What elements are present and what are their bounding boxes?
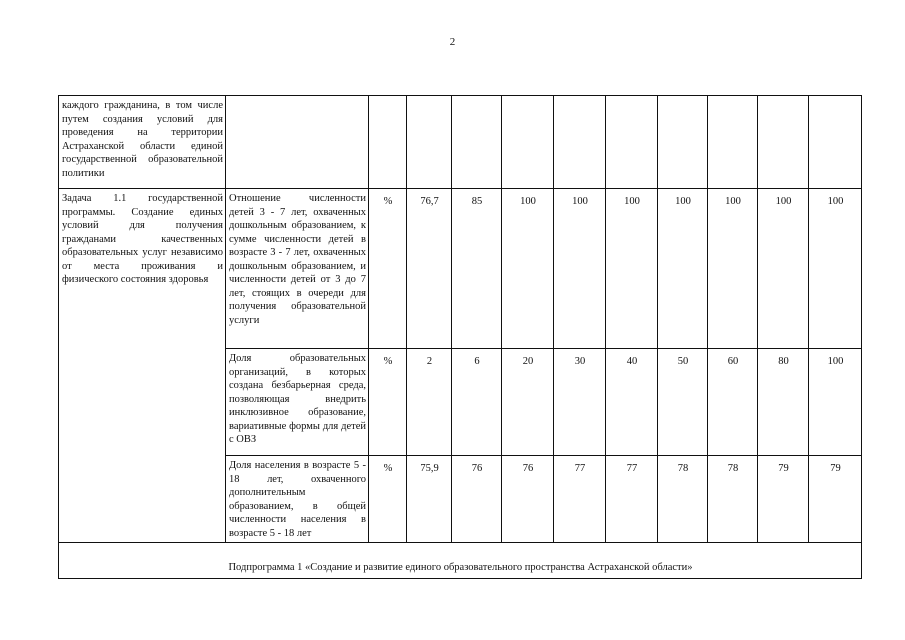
value-cell xyxy=(658,96,708,189)
value-cell: 78 xyxy=(708,456,758,543)
table-row xyxy=(59,543,862,579)
value-cell: 79 xyxy=(758,456,809,543)
table-row xyxy=(59,96,862,189)
value-cell: 100 xyxy=(809,189,862,349)
indicator-cell: Доля населения в возрасте 5 - 18 лет, охваченного дополнительным образованием, в общей численности населения в возрасте 5 - 18 лет xyxy=(226,456,369,543)
table-row xyxy=(59,189,862,349)
value-cell: 76,7 xyxy=(407,189,452,349)
subprogram-heading: Подпрограмма 1 «Создание и развитие единого образовательного пространства Астраханской области» xyxy=(59,543,862,579)
value-cell: 76 xyxy=(502,456,554,543)
value-cell: 80 xyxy=(758,349,809,456)
value-cell: 40 xyxy=(606,349,658,456)
value-cell: 76 xyxy=(452,456,502,543)
value-cell xyxy=(554,96,606,189)
value-cell xyxy=(502,96,554,189)
value-cell: 50 xyxy=(658,349,708,456)
value-cell xyxy=(708,96,758,189)
value-cell: 100 xyxy=(809,349,862,456)
unit-cell: % xyxy=(369,456,407,543)
value-cell: 20 xyxy=(502,349,554,456)
value-cell: 2 xyxy=(407,349,452,456)
indicator-cell: Отношение численности детей 3 - 7 лет, охваченных дошкольным образованием, к сумме численности детей в возрасте 3 - 7 лет, охваченных дошкольным образованием, и численности детей от 3 до 7 лет, стоящих в очереди для получения образовательной услуги xyxy=(226,189,369,349)
value-cell: 85 xyxy=(452,189,502,349)
value-cell xyxy=(606,96,658,189)
page-number: 2 xyxy=(449,36,456,48)
value-cell: 30 xyxy=(554,349,606,456)
value-cell xyxy=(809,96,862,189)
unit-cell: % xyxy=(369,189,407,349)
unit-cell: % xyxy=(369,349,407,456)
goal-cell: каждого гражданина, в том числе путем создания условий для проведения на территории Астраханской области единой государственной образовательной политики xyxy=(59,96,226,189)
indicator-cell: Доля образовательных организаций, в которых создана безбарьерная среда, позволяющая внедрить инклюзивное образование, вариативные формы для детей с ОВЗ xyxy=(226,349,369,456)
value-cell: 100 xyxy=(606,189,658,349)
goal-cell: Задача 1.1 государственной программы. Создание единых условий для получения гражданами качественных образовательных услуг независимо от места проживания и физического состояния здоровья xyxy=(59,189,226,543)
value-cell: 77 xyxy=(554,456,606,543)
value-cell: 60 xyxy=(708,349,758,456)
value-cell: 100 xyxy=(708,189,758,349)
value-cell xyxy=(452,96,502,189)
indicators-table xyxy=(58,95,862,579)
value-cell xyxy=(758,96,809,189)
value-cell: 75,9 xyxy=(407,456,452,543)
unit-cell xyxy=(369,96,407,189)
indicator-cell xyxy=(226,96,369,189)
value-cell: 100 xyxy=(758,189,809,349)
value-cell xyxy=(407,96,452,189)
value-cell: 100 xyxy=(658,189,708,349)
value-cell: 100 xyxy=(502,189,554,349)
value-cell: 79 xyxy=(809,456,862,543)
value-cell: 77 xyxy=(606,456,658,543)
value-cell: 100 xyxy=(554,189,606,349)
value-cell: 6 xyxy=(452,349,502,456)
value-cell: 78 xyxy=(658,456,708,543)
